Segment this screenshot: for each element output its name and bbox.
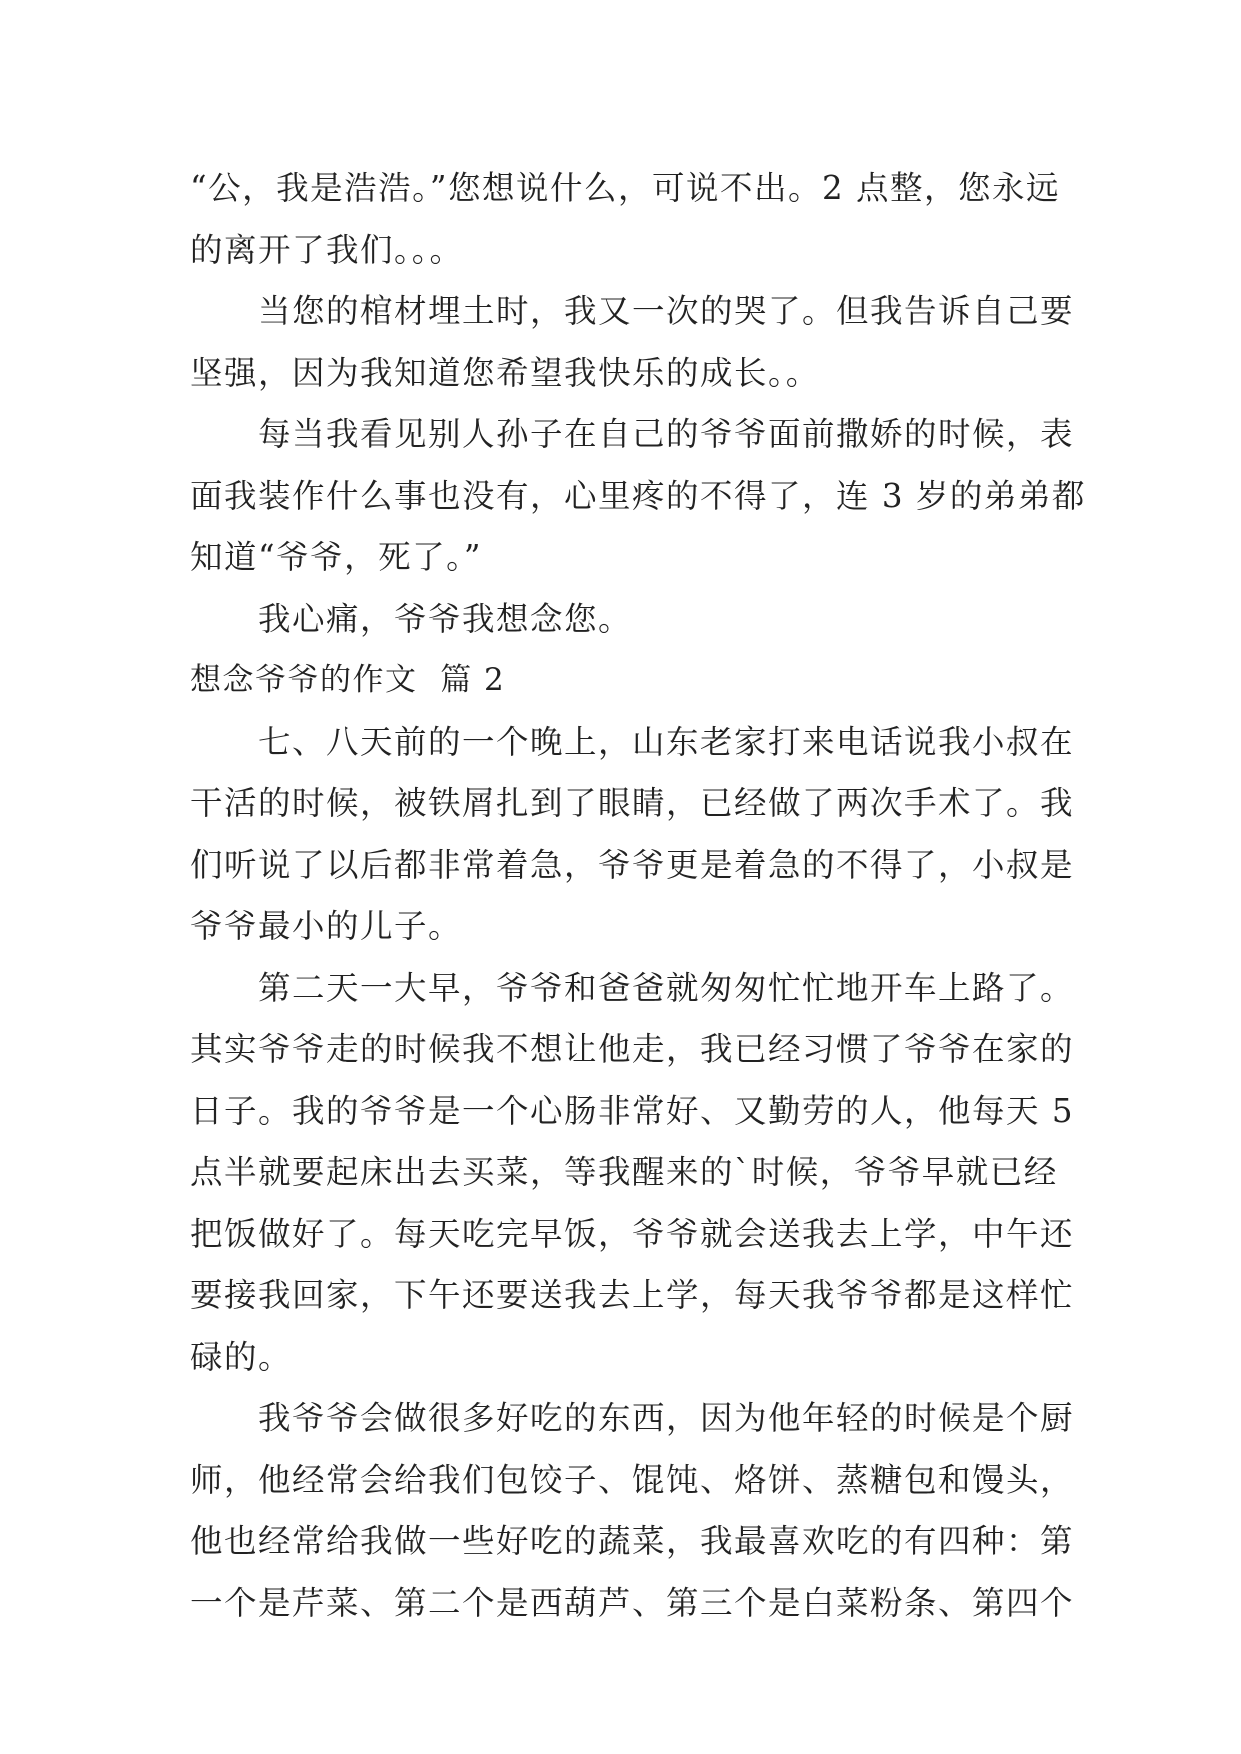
- text-line: 的离开了我们。。。: [190, 230, 464, 269]
- paragraph-start-line: 第二天一大早，爷爷和爸爸就匆匆忙忙地开车上路了。: [258, 968, 1075, 1007]
- text-line: 点半就要起床出去买菜，等我醒来的`时候，爷爷早就已经: [190, 1153, 1058, 1191]
- text-line: 一个是芹菜、第二个是西葫芦、第三个是白菜粉条、第四个: [190, 1583, 1075, 1622]
- text-line: 要接我回家，下午还要送我去上学，每天我爷爷都是这样忙: [190, 1276, 1075, 1314]
- text-line: “公，我是浩浩。”您想说什么，可说不出。2 点整，您永远: [190, 169, 1060, 207]
- essay-text: [190, 158, 1086, 1634]
- text-line: 们听说了以后都非常着急，爷爷更是着急的不得了，小叔是: [190, 845, 1075, 884]
- text-line: 其实爷爷走的时候我不想让他走，我已经习惯了爷爷在家的: [190, 1030, 1075, 1068]
- text-line: 知道“爷爷，死了。”: [190, 538, 482, 576]
- text-line: 师，他经常会给我们包饺子、馄饨、烙饼、蒸糖包和馒头，: [190, 1460, 1075, 1499]
- text-line: 干活的时候，被铁屑扎到了眼睛，已经做了两次手术了。我: [190, 784, 1075, 822]
- text-line: 把饭做好了。每天吃完早饭，爷爷就会送我去上学，中午还: [190, 1214, 1075, 1253]
- text-line: 爷爷最小的儿子。: [190, 907, 463, 945]
- text-line: 面我装作什么事也没有，心里疼的不得了，连 3 岁的弟弟都: [190, 476, 1086, 515]
- paragraph-start-line: 当您的棺材埋土时，我又一次的哭了。但我告诉自己要: [258, 292, 1075, 330]
- paragraph-start-line: 每当我看见别人孙子在自己的爷爷面前撒娇的时候，表: [258, 415, 1075, 453]
- text-line: 坚强，因为我知道您希望我快乐的成长。。: [190, 353, 820, 392]
- paragraph-start-line: 我心痛，爷爷我想念您。: [258, 599, 633, 638]
- paragraph-start-line: 七、八天前的一个晚上，山东老家打来电话说我小叔在: [258, 722, 1075, 761]
- paragraph-start-line: 我爷爷会做很多好吃的东西，因为他年轻的时候是个厨: [258, 1399, 1075, 1437]
- section-heading: 想念爷爷的作文 篇 2: [190, 662, 506, 698]
- text-line: 他也经常给我做一些好吃的蔬菜，我最喜欢吃的有四种：第: [190, 1522, 1075, 1560]
- text-line: 日子。我的爷爷是一个心肠非常好、又勤劳的人，他每天 5: [190, 1091, 1075, 1130]
- text-line: 碌的。: [190, 1337, 293, 1376]
